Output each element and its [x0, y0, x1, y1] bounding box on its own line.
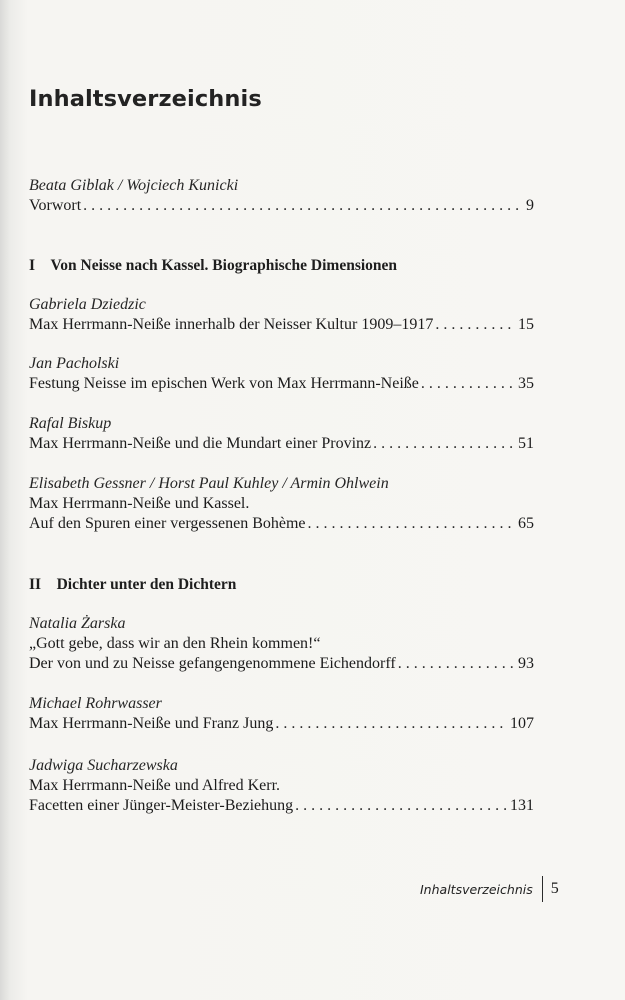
toc-entry: [29, 295, 534, 335]
entry-title: Max Herrmann-Neiße und Franz Jung: [29, 715, 274, 732]
toc-entry-preface: [29, 176, 534, 216]
entry-title-line: [29, 514, 534, 534]
entry-page-number: 51: [518, 435, 534, 452]
entry-subtitle: Der von und zu Neisse gefangengenommene Eichendorff: [29, 655, 396, 672]
leader-dots: [275, 714, 506, 734]
entry-title: Vorwort: [29, 197, 82, 214]
page-footer: [420, 876, 559, 902]
leader-dots: [421, 374, 514, 394]
entry-title: Max Herrmann-Neiße innerhalb der Neisser Kultur 1909–1917: [29, 316, 434, 333]
leader-dots: [83, 196, 522, 216]
page-title: Inhaltsverzeichnis: [29, 86, 262, 112]
toc-entry: [29, 414, 534, 454]
page-number: 5: [550, 880, 559, 897]
entry-title-line: [29, 714, 534, 734]
section-heading-1: I Von Neisse nach Kassel. Biographische Dimensionen: [29, 257, 398, 274]
toc-entry: [29, 694, 534, 734]
entry-author: Natalia Żarska: [29, 615, 126, 632]
entry-title-line: [29, 434, 534, 454]
leader-dots: [398, 654, 514, 674]
entry-author: Rafal Biskup: [29, 415, 112, 432]
footer-divider: [542, 876, 543, 902]
section-heading-2: II Dichter unter den Dichtern: [29, 576, 237, 593]
leader-dots: [373, 434, 514, 454]
toc-entry: [29, 354, 534, 394]
entry-page-number: 93: [518, 655, 534, 672]
running-footer-label: Inhaltsverzeichnis: [420, 881, 533, 897]
entry-author: Gabriela Dziedzic: [29, 296, 146, 313]
entry-title: Festung Neisse im epischen Werk von Max Herrmann-Neiße: [29, 375, 419, 392]
entry-author: Elisabeth Gessner / Horst Paul Kuhley / Armin Ohlwein: [29, 475, 389, 492]
entry-page-number: 131: [510, 797, 534, 814]
leader-dots: [295, 796, 506, 816]
entry-page-number: 107: [510, 715, 534, 732]
toc-entry: [29, 474, 534, 534]
entry-title: Max Herrmann-Neiße und die Mundart einer Provinz: [29, 435, 372, 452]
entry-title-line: [29, 374, 534, 394]
entry-title: „Gott gebe, dass wir an den Rhein kommen!“: [29, 635, 321, 652]
entry-subtitle: Auf den Spuren einer vergessenen Bohème: [29, 515, 306, 532]
entry-title: Max Herrmann-Neiße und Kassel.: [29, 495, 250, 512]
entry-page-number: 35: [518, 375, 534, 392]
entry-author: Beata Giblak / Wojciech Kunicki: [29, 177, 239, 194]
entry-title-line: [29, 654, 534, 674]
leader-dots: [435, 315, 514, 335]
toc-entry: [29, 756, 534, 816]
entry-author: Jadwiga Sucharzewska: [29, 757, 178, 774]
entry-subtitle: Facetten einer Jünger-Meister-Beziehung: [29, 797, 294, 814]
entry-author: Michael Rohrwasser: [29, 695, 162, 712]
entry-author: Jan Pacholski: [29, 355, 120, 372]
entry-title-line: [29, 315, 534, 335]
entry-page-number: 65: [518, 515, 534, 532]
entry-page-number: 15: [518, 316, 534, 333]
toc-entry: [29, 614, 534, 674]
leader-dots: [308, 514, 514, 534]
entry-title: Max Herrmann-Neiße und Alfred Kerr.: [29, 777, 281, 794]
entry-title-line: [29, 196, 534, 216]
entry-page-number: 9: [526, 197, 534, 214]
entry-title-line: [29, 796, 534, 816]
